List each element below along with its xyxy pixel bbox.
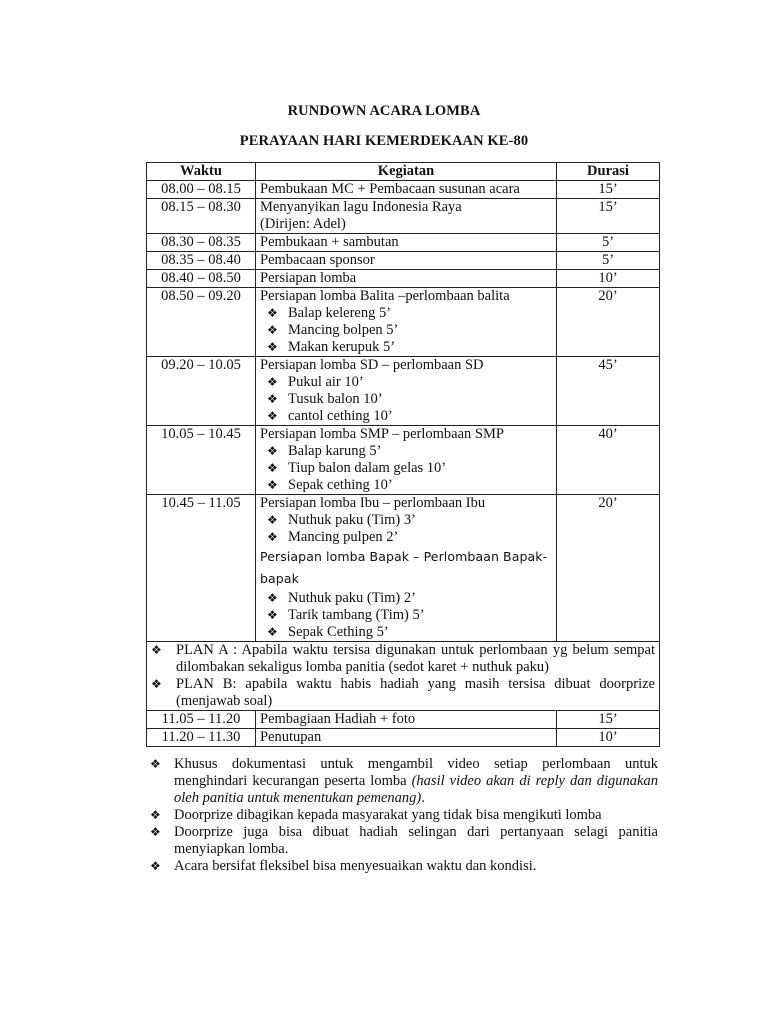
table-row	[147, 426, 660, 495]
activity-sub-item	[260, 477, 552, 494]
activity-cell	[256, 252, 557, 270]
sub-item-text: cantol cething 10’	[288, 408, 393, 424]
table-body	[147, 181, 660, 747]
note-item	[150, 807, 658, 824]
activity-text: Pembagiaan Hadiah + foto	[260, 711, 416, 727]
bullet-icon: ❖	[267, 530, 278, 544]
rundown-table	[146, 162, 660, 747]
activity-cell	[256, 181, 557, 199]
note-main-text: Khusus dokumentasi untuk mengambil video setiap perlombaan untuk menghindari kecurangan peserta lomba	[174, 756, 658, 789]
activity-sub-item	[260, 322, 552, 339]
note-text	[174, 824, 658, 858]
bullet-icon: ❖	[267, 306, 278, 320]
header-waktu: Waktu	[147, 163, 256, 181]
note-end-text: .	[421, 790, 425, 806]
activity-sub-item	[260, 408, 552, 425]
sub-item-text: Tusuk balon 10’	[288, 391, 383, 407]
note-text	[174, 756, 658, 807]
activity-sub-item	[260, 607, 552, 624]
time-cell: 11.05 – 11.20	[147, 711, 256, 729]
duration-cell: 20’	[557, 495, 660, 642]
duration-cell: 5’	[557, 234, 660, 252]
sub-item-text: Pukul air 10’	[288, 374, 364, 390]
note-item	[150, 756, 658, 807]
activity-text: Persiapan lomba SMP – perlombaan SMP	[260, 426, 504, 442]
activity-cell	[256, 234, 557, 252]
time-cell: 08.40 – 08.50	[147, 270, 256, 288]
table-row	[147, 252, 660, 270]
table-row	[147, 357, 660, 426]
plan-item	[151, 676, 655, 710]
sub-item-text: Nuthuk paku (Tim) 2’	[288, 590, 416, 606]
sub-item-text: Sepak Cething 5’	[288, 624, 389, 640]
table-row	[147, 270, 660, 288]
sub-item-text: Nuthuk paku (Tim) 3’	[288, 512, 416, 528]
bullet-icon: ❖	[150, 825, 161, 839]
plan-item	[151, 642, 655, 676]
bullet-icon: ❖	[267, 625, 278, 639]
duration-cell: 5’	[557, 252, 660, 270]
duration-cell: 15’	[557, 181, 660, 199]
bullet-icon: ❖	[267, 392, 278, 406]
table-row	[147, 495, 660, 642]
activity-cell	[256, 729, 557, 747]
note-text	[174, 807, 658, 824]
bullet-icon: ❖	[267, 340, 278, 354]
activity-cell	[256, 711, 557, 729]
activity-text: Pembukaan + sambutan	[260, 234, 399, 250]
activity-sub-item	[260, 443, 552, 460]
sub-item-text: Tarik tambang (Tim) 5’	[288, 607, 425, 623]
activity-cell	[256, 288, 557, 357]
activity-note: (Dirijen: Adel)	[260, 216, 346, 232]
activity-cell	[256, 199, 557, 234]
activity-text: Persiapan lomba	[260, 270, 357, 286]
activity-text: Persiapan lomba SD – perlombaan SD	[260, 357, 484, 373]
table-header-row	[147, 163, 660, 181]
activity-cell	[256, 495, 557, 642]
bullet-icon: ❖	[267, 591, 278, 605]
plan-row	[147, 642, 660, 711]
activity-sub-item	[260, 391, 552, 408]
time-cell: 08.50 – 09.20	[147, 288, 256, 357]
sub-item-text: Mancing bolpen 5’	[288, 322, 399, 338]
activity-text: Menyanyikan lagu Indonesia Raya	[260, 199, 462, 215]
plan-cell	[147, 642, 660, 711]
activity-sub-item	[260, 374, 552, 391]
table-row	[147, 234, 660, 252]
document-subtitle: PERAYAAN HARI KEMERDEKAAN KE-80	[239, 133, 529, 149]
time-cell: 10.05 – 10.45	[147, 426, 256, 495]
activity-text: Persiapan lomba Ibu – perlombaan Ibu	[260, 495, 486, 511]
document-title: RUNDOWN ACARA LOMBA	[287, 103, 481, 119]
bullet-icon: ❖	[267, 478, 278, 492]
activity-cell	[256, 426, 557, 495]
activity-sub-item	[260, 339, 552, 356]
activity-text-secondary: Persiapan lomba Bapak – Perlombaan Bapak-bapak	[260, 549, 548, 586]
bullet-icon: ❖	[150, 808, 161, 822]
activity-sub-item	[260, 590, 552, 607]
duration-cell: 20’	[557, 288, 660, 357]
bullet-icon: ❖	[267, 608, 278, 622]
bullet-icon: ❖	[267, 444, 278, 458]
duration-cell: 10’	[557, 729, 660, 747]
bullet-icon: ❖	[151, 677, 162, 691]
activity-text: Pembukaan MC + Pembacaan susunan acara	[260, 181, 520, 197]
table-row	[147, 729, 660, 747]
time-cell: 08.00 – 08.15	[147, 181, 256, 199]
note-text	[174, 858, 658, 875]
activity-sub-item	[260, 624, 552, 641]
activity-sub-item	[260, 305, 552, 322]
bullet-icon: ❖	[150, 859, 161, 873]
duration-cell: 15’	[557, 711, 660, 729]
duration-cell: 40’	[557, 426, 660, 495]
note-item	[150, 824, 658, 858]
activity-cell	[256, 270, 557, 288]
bullet-icon: ❖	[151, 643, 162, 657]
sub-item-text: Tiup balon dalam gelas 10’	[288, 460, 447, 476]
bullet-icon: ❖	[150, 757, 161, 771]
sub-item-text: Balap kelereng 5’	[288, 305, 392, 321]
note-main-text: Doorprize dibagikan kepada masyarakat yang tidak bisa mengikuti lomba	[174, 807, 602, 823]
activity-sub-item	[260, 460, 552, 477]
time-cell: 10.45 – 11.05	[147, 495, 256, 642]
duration-cell: 10’	[557, 270, 660, 288]
time-cell: 08.30 – 08.35	[147, 234, 256, 252]
bullet-icon: ❖	[267, 375, 278, 389]
header-durasi: Durasi	[557, 163, 660, 181]
table-row	[147, 181, 660, 199]
bullet-icon: ❖	[267, 461, 278, 475]
plan-text: PLAN A : Apabila waktu tersisa digunakan untuk perlombaan yg belum sempat dilombakan sekaligus lomba panitia (sedot karet + nuthuk paku)	[176, 642, 655, 675]
time-cell: 08.15 – 08.30	[147, 199, 256, 234]
table-row	[147, 199, 660, 234]
activity-text: Persiapan lomba Balita –perlombaan balita	[260, 288, 510, 304]
duration-cell: 15’	[557, 199, 660, 234]
header-kegiatan: Kegiatan	[256, 163, 557, 181]
activity-text: Pembacaan sponsor	[260, 252, 375, 268]
time-cell: 11.20 – 11.30	[147, 729, 256, 747]
notes-list	[150, 756, 658, 875]
bullet-icon: ❖	[267, 409, 278, 423]
time-cell: 09.20 – 10.05	[147, 357, 256, 426]
note-main-text: Acara bersifat fleksibel bisa menyesuaikan waktu dan kondisi.	[174, 858, 537, 874]
note-italic-text: (hasil video akan di reply dan digunakan oleh panitia untuk menentukan pemenang)	[174, 773, 658, 806]
duration-cell: 45’	[557, 357, 660, 426]
note-main-text: Doorprize juga bisa dibuat hadiah selingan dari pertanyaan selagi panitia menyiapkan lomba.	[174, 824, 658, 857]
table-row	[147, 288, 660, 357]
activity-sub-item	[260, 529, 552, 546]
sub-item-text: Balap karung 5’	[288, 443, 382, 459]
bullet-icon: ❖	[267, 513, 278, 527]
sub-item-text: Mancing pulpen 2’	[288, 529, 399, 545]
activity-text: Penutupan	[260, 729, 322, 745]
sub-item-text: Sepak cething 10’	[288, 477, 393, 493]
time-cell: 08.35 – 08.40	[147, 252, 256, 270]
note-item	[150, 858, 658, 875]
table-row	[147, 711, 660, 729]
sub-item-text: Makan kerupuk 5’	[288, 339, 396, 355]
plan-text: PLAN B: apabila waktu habis hadiah yang masih tersisa dibuat doorprize (menjawab soal)	[176, 676, 655, 709]
activity-cell	[256, 357, 557, 426]
activity-sub-item	[260, 512, 552, 529]
bullet-icon: ❖	[267, 323, 278, 337]
